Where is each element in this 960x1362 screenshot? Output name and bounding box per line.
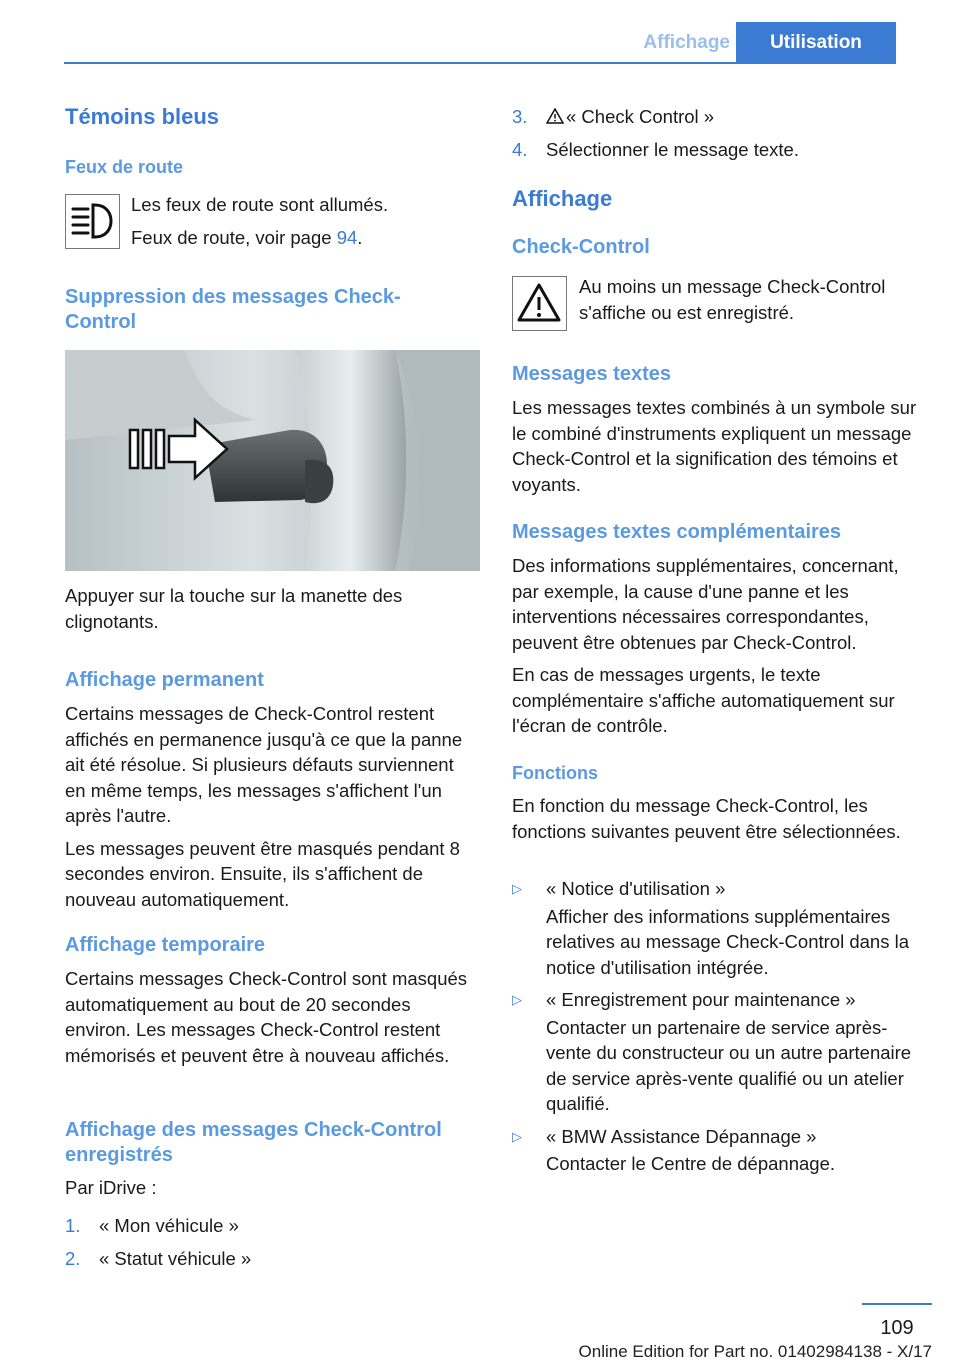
list-item: ▷ « Enregistrement pour maintenance »: [512, 989, 856, 1010]
heading-messages-textes: Messages textes: [512, 363, 671, 385]
warning-triangle-icon: [512, 276, 567, 331]
photo-caption: Appuyer sur la touche sur la manette des clignotants.: [65, 585, 403, 632]
list-item: 1. « Mon véhicule »: [65, 1215, 239, 1236]
right-steps-list: [512, 104, 927, 169]
high-beam-icon: [65, 194, 120, 249]
permanent-paragraph-2: Les messages peuvent être masqués pendant 8 secondes environ. Ensuite, ils s'affichent de nouveau automatiquement.: [65, 837, 460, 910]
page-link-94[interactable]: 94: [336, 226, 358, 248]
heading-fonctions: Fonctions: [512, 763, 598, 783]
list-item: 2. « Statut véhicule »: [65, 1247, 252, 1269]
list-item-description: Contacter le Centre de dépannage.: [546, 1153, 836, 1174]
heading-messages-enregistres: Affichage des messages Check-Control enregistrés: [65, 1119, 442, 1166]
heading-affichage-permanent: Affichage permanent: [65, 669, 264, 691]
left-steps-list: [65, 1213, 477, 1278]
complementaires-paragraph-2: En cas de messages urgents, le texte complémentaire s'affiche automatiquement sur l'écran de contrôle.: [512, 664, 895, 736]
fonctions-bullet-list: [512, 876, 927, 1184]
warning-triangle-small-icon: [546, 104, 566, 130]
header-rule: [64, 62, 896, 64]
enregistres-intro: Par iDrive :: [65, 1177, 157, 1198]
list-item: 4. Sélectionner le message texte.: [512, 138, 799, 160]
heading-temoins-bleus: Témoins bleus: [65, 104, 220, 129]
feux-text-1: Les feux de route sont allumés.: [131, 194, 389, 215]
page-number: 109: [880, 1317, 914, 1339]
permanent-paragraph-1: Certains messages de Check-Control restent affichés en permanence jusqu'à ce que la panne ait été résolue. Si plusieurs défauts surviennent en même temps, les messages s'affichent l'un après l'autre.: [65, 703, 463, 826]
complementaires-paragraph-1: Des informations supplémentaires, concernant, par exemple, la cause d'une panne et les interventions nécessaires correspondantes, peuvent être obtenues par Check-Control.: [512, 555, 899, 653]
check-control-text: Au moins un message Check-Control s'affiche ou est enregistré.: [579, 276, 886, 323]
stalk-photo: [65, 350, 480, 571]
messages-textes-paragraph: Les messages textes combinés à un symbole sur le combiné d'instruments expliquent un message Check-Control et la signification des témoins et voyants.: [512, 397, 917, 495]
footer-rule: [862, 1303, 932, 1305]
heading-affichage-temporaire: Affichage temporaire: [65, 934, 266, 956]
header-chapter-tab: Utilisation: [736, 22, 896, 64]
fonctions-paragraph: En fonction du message Check-Control, les fonctions suivantes peuvent être sélectionnées.: [512, 795, 901, 842]
heading-check-control: Check-Control: [512, 236, 650, 258]
heading-feux-de-route: Feux de route: [65, 157, 184, 177]
list-item: 3. « Check Control »: [512, 104, 927, 130]
edition-note: Online Edition for Part no. 01402984138 - X/17: [578, 1342, 932, 1361]
header-section: Affichage: [643, 32, 730, 53]
list-item-description: Afficher des informations supplémentaires relatives au message Check-Control dans la notice d'utilisation intégrée.: [546, 905, 909, 978]
feux-text-2: Feux de route, voir page 94.: [131, 226, 363, 248]
list-item: ▷ « BMW Assistance Dépannage »: [512, 1125, 817, 1147]
heading-suppression: Suppression des messages Check-Control: [65, 286, 401, 333]
heading-messages-complementaires: Messages textes complémentaires: [512, 521, 842, 543]
list-item-description: Contacter un partenaire de service après-vente du constructeur ou un autre partenaire de service après-vente qualifié ou un atelier qualifié.: [546, 1016, 912, 1114]
list-item: ▷ « Notice d'utilisation »: [512, 878, 726, 899]
temporaire-paragraph: Certains messages Check-Control sont masqués automatiquement au bout de 20 secondes environ. Les messages Check-Control restent mémorisés et peuvent être à nouveau affichés.: [65, 968, 468, 1066]
heading-affichage: Affichage: [512, 186, 613, 211]
